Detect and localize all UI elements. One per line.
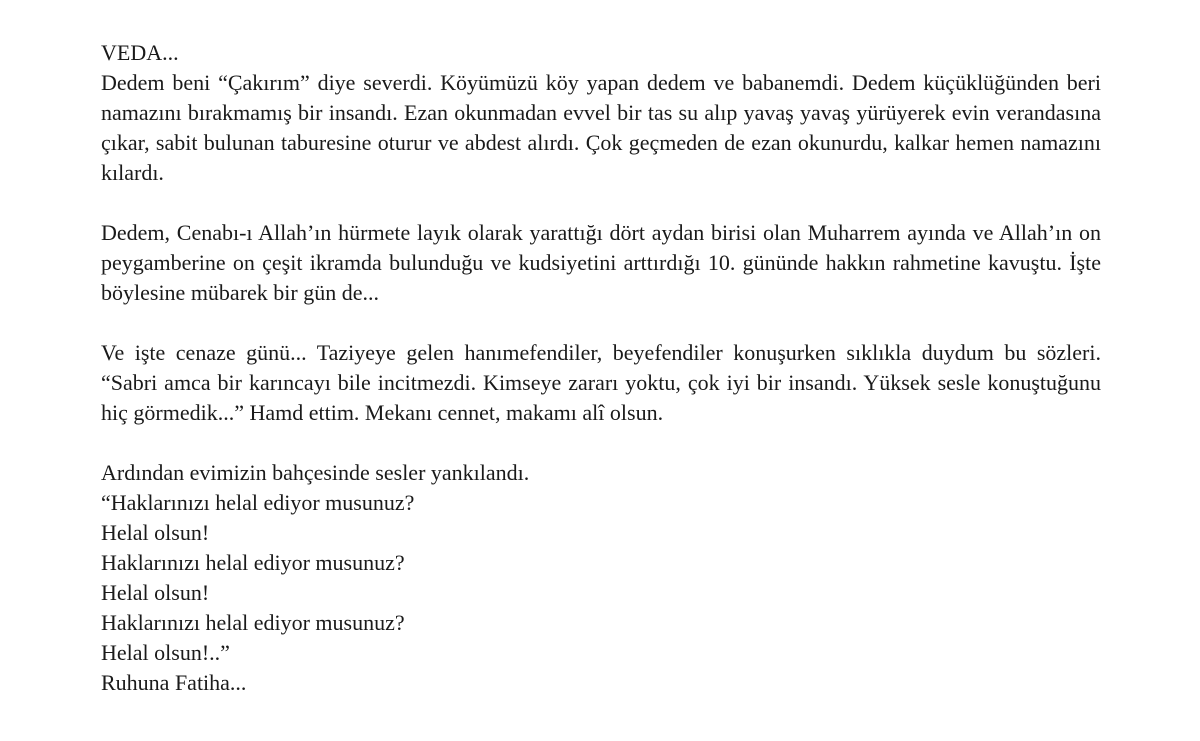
closing-line: Ardından evimizin bahçesinde sesler yankılandı.: [101, 460, 530, 485]
closing-line: Haklarınızı helal ediyor musunuz?: [101, 550, 405, 575]
paragraph-3: Ve işte cenaze günü... Taziyeye gelen hanımefendiler, beyefendiler konuşurken sıklıkla duydum bu sözleri. “Sabri amca bir karıncayı bile incitmezdi. Kimseye zararı yoktu, çok iyi bir insandı. Yüksek sesle konuştuğunu hiç görmedik...” Hamd ettim. Mekanı cennet, makamı alî olsun.: [101, 340, 1101, 425]
closing-line: Helal olsun!..”: [101, 640, 230, 665]
paragraph-1: Dedem beni “Çakırım” diye severdi. Köyümüzü köy yapan dedem ve babanemdi. Dedem küçüklüğünden beri namazını bırakmamış bir insandı. Ezan okunmadan evvel bir tas su alıp yavaş yavaş yürüyerek evin verandasına çıkar, sabit bulunan taburesine oturur ve abdest alırdı. Çok geçmeden de ezan okunurdu, kalkar hemen namazını kılardı.: [101, 70, 1101, 185]
closing-line: “Haklarınızı helal ediyor musunuz?: [101, 490, 415, 515]
closing-section: [101, 458, 1101, 698]
closing-line: Helal olsun!: [101, 580, 210, 605]
document-page: [101, 38, 1101, 698]
closing-line: Haklarınızı helal ediyor musunuz?: [101, 610, 405, 635]
document-title: VEDA...: [101, 40, 179, 65]
closing-line: Ruhuna Fatiha...: [101, 670, 247, 695]
paragraph-2: Dedem, Cenabı-ı Allah’ın hürmete layık olarak yarattığı dört aydan birisi olan Muharrem ayında ve Allah’ın on peygamberine on çeşit ikramda bulunduğu ve kudsiyetini arttırdığı 10. gününde hakkın rahmetine kavuştu. İşte böylesine mübarek bir gün de...: [101, 220, 1101, 305]
closing-line: Helal olsun!: [101, 520, 210, 545]
